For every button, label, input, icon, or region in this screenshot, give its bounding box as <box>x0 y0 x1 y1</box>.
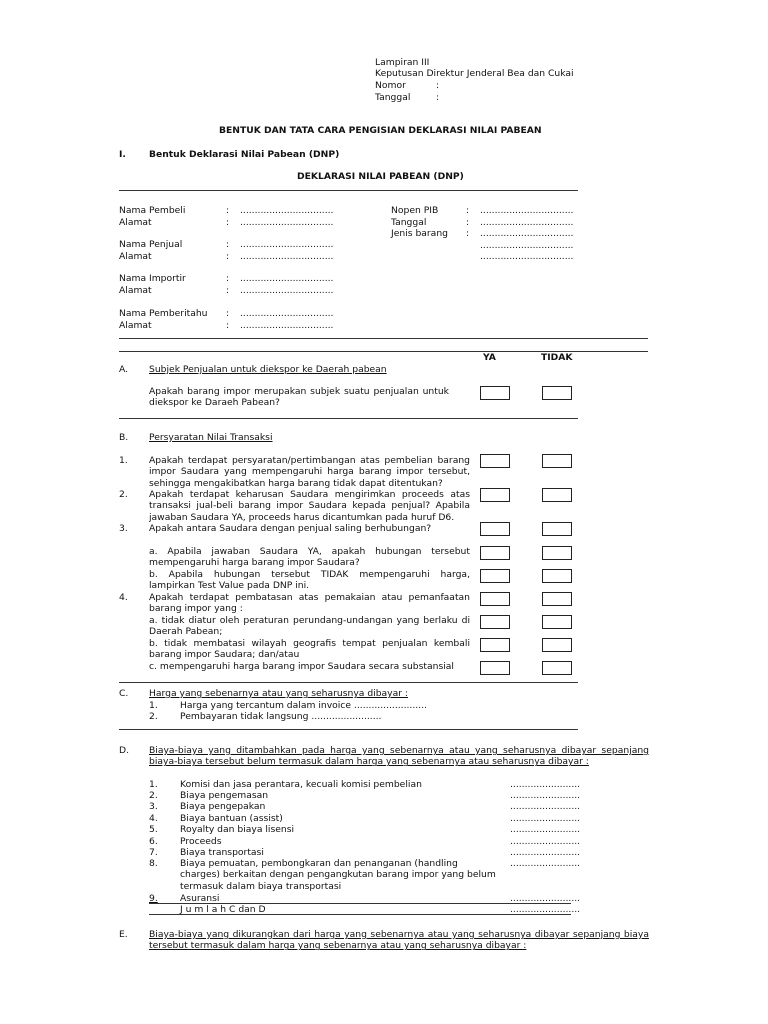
d-item-text: Komisi dan jasa perantara, kecuali komisi pembelian <box>180 779 422 790</box>
section-e-letter: E. <box>119 929 128 940</box>
b2-ya-checkbox[interactable] <box>480 488 510 502</box>
jenis-barang-field-3: ................................ <box>480 251 574 262</box>
d-item-number: 6. <box>149 836 158 847</box>
c-item-text: Harga yang tercantum dalam invoice ......................... <box>180 700 427 711</box>
tanggal-field-label: Tanggal <box>391 217 427 228</box>
b-q4-number: 4. <box>119 592 128 603</box>
d-total-value: ........................ <box>510 904 581 915</box>
b3a-ya-checkbox[interactable] <box>480 546 510 560</box>
document-title: BENTUK DAN TATA CARA PENGISIAN DEKLARASI NILAI PABEAN <box>219 125 542 136</box>
b-q1-number: 1. <box>119 455 128 466</box>
colon: : <box>466 228 470 239</box>
divider <box>119 190 578 191</box>
b1-tidak-checkbox[interactable] <box>542 454 572 468</box>
section-i-title: Bentuk Deklarasi Nilai Pabean (DNP) <box>149 149 340 160</box>
section-b-letter: B. <box>119 432 129 443</box>
b-q3-text: Apakah antara Saudara dengan penjual saling berhubungan? <box>149 523 432 534</box>
b-q4b-text: b. tidak membatasi wilayah geografis tempat penjualan kembali barang impor Saudara; dan/atau <box>149 638 470 661</box>
divider <box>149 914 571 915</box>
b3-ya-checkbox[interactable] <box>480 522 510 536</box>
nama-pembeli-label: Nama Pembeli <box>119 205 186 216</box>
nama-pemberitahu-field: ................................ <box>240 308 334 319</box>
colon: : <box>226 273 230 284</box>
colon: : <box>226 217 230 228</box>
b4b-tidak-checkbox[interactable] <box>542 638 572 652</box>
section-c-letter: C. <box>119 688 129 699</box>
divider <box>119 338 648 339</box>
section-a-title: Subjek Penjualan untuk diekspor ke Daerah pabean <box>149 364 387 375</box>
b3b-ya-checkbox[interactable] <box>480 569 510 583</box>
b3a-tidak-checkbox[interactable] <box>542 546 572 560</box>
c-item-number: 1. <box>149 700 158 711</box>
alamat-pemberitahu-label: Alamat <box>119 320 152 331</box>
b4a-tidak-checkbox[interactable] <box>542 615 572 629</box>
d-item-number: 8. <box>149 858 158 869</box>
section-b-title: Persyaratan Nilai Transaksi <box>149 432 273 443</box>
d-item-number: 5. <box>149 824 158 835</box>
nomor-colon: : <box>436 80 440 91</box>
d-item-value: ........................ <box>510 847 581 858</box>
d-item-value: ........................ <box>510 801 581 812</box>
d-total-label: J u m l a h C dan D <box>180 904 266 915</box>
tanggal-colon: : <box>436 92 440 103</box>
d-item-text: Biaya pengepakan <box>180 801 266 812</box>
colon: : <box>226 205 230 216</box>
form-title: DEKLARASI NILAI PABEAN (DNP) <box>297 171 464 182</box>
b-q3a-text: a. Apabila jawaban Saudara YA, apakah hubungan tersebut mempengaruhi harga barang impor Saudara? <box>149 546 470 569</box>
b-q4c-text: c. mempengaruhi harga barang impor Saudara secara substansial <box>149 661 454 672</box>
d-item-value: ........................ <box>510 893 581 904</box>
b1-ya-checkbox[interactable] <box>480 454 510 468</box>
b2-tidak-checkbox[interactable] <box>542 488 572 502</box>
nama-pembeli-field: ................................ <box>240 205 334 216</box>
d-item-number: 3. <box>149 801 158 812</box>
d-item-text: Royalty dan biaya lisensi <box>180 824 295 835</box>
col-tidak-header: TIDAK <box>541 352 573 363</box>
d-item-value: ........................ <box>510 790 581 801</box>
tanggal-field: ................................ <box>480 217 574 228</box>
colon: : <box>226 308 230 319</box>
d-item-value: ........................ <box>510 824 581 835</box>
alamat-importir-field: ................................ <box>240 285 334 296</box>
section-e-title: Biaya-biaya yang dikurangkan dari harga yang sebenarnya atau yang seharusnya dibayar sepanjang biaya tersebut termasuk dalam harga yang sebenarnya atau yang seharusnya dibayar : <box>149 929 649 952</box>
colon: : <box>226 251 230 262</box>
b4c-tidak-checkbox[interactable] <box>542 661 572 675</box>
alamat-importir-label: Alamat <box>119 285 152 296</box>
alamat-pemberitahu-field: ................................ <box>240 320 334 331</box>
lampiran-label: Lampiran III <box>375 57 430 68</box>
b-q3b-text: b. Apabila hubungan tersebut TIDAK mempengaruhi harga, lampirkan Test Value pada DNP ini. <box>149 569 470 592</box>
colon: : <box>226 285 230 296</box>
d-item-value: ........................ <box>510 779 581 790</box>
jenis-barang-label: Jenis barang <box>391 228 448 239</box>
colon: : <box>466 217 470 228</box>
nama-importir-label: Nama Importir <box>119 273 186 284</box>
d-item-text: Biaya bantuan (assist) <box>180 813 283 824</box>
nomor-label: Nomor <box>375 80 406 91</box>
colon: : <box>226 320 230 331</box>
b4a-ya-checkbox[interactable] <box>480 615 510 629</box>
jenis-barang-field: ................................ <box>480 228 574 239</box>
d-item-number: 2. <box>149 790 158 801</box>
nama-pemberitahu-label: Nama Pemberitahu <box>119 308 208 319</box>
section-a-question: Apakah barang impor merupakan subjek suatu penjualan untuk diekspor ke Daraeh Pabean? <box>149 386 449 409</box>
b-q3-number: 3. <box>119 523 128 534</box>
d-item-text: Biaya pemuatan, pembongkaran dan penanganan (handling charges) berkaitan dengan pengangkutan barang impor yang belum termasuk dalam biaya transportasi <box>180 858 496 892</box>
alamat-penjual-label: Alamat <box>119 251 152 262</box>
b-q2-text: Apakah terdapat keharusan Saudara mengirimkan proceeds atas transaksi jual-beli barang impor Saudara kepada penjual? Apabila jawaban Saudara YA, proceeds harus dicantumkan pada huruf D6. <box>149 489 470 523</box>
a-tidak-checkbox[interactable] <box>542 386 572 400</box>
b-q4a-text: a. tidak diatur oleh peraturan perundang-undangan yang berlaku di Daerah Pabean; <box>149 615 470 638</box>
section-d-title: Biaya-biaya yang ditambahkan pada harga yang sebenarnya atau yang seharusnya dibayar sepanjang biaya-biaya tersebut belum termasuk dalam harga yang sebenarnya atau seharusnya dibayar : <box>149 745 649 768</box>
b4-tidak-checkbox[interactable] <box>542 592 572 606</box>
section-d-letter: D. <box>119 745 129 756</box>
nama-importir-field: ................................ <box>240 273 334 284</box>
alamat-penjual-field: ................................ <box>240 251 334 262</box>
b-q2-number: 2. <box>119 489 128 500</box>
keputusan-label: Keputusan Direktur Jenderal Bea dan Cukai <box>375 68 574 79</box>
divider <box>119 729 578 730</box>
col-ya-header: YA <box>483 352 496 363</box>
b-q1-text: Apakah terdapat persyaratan/pertimbangan atas pembelian barang impor Saudara yang mempengaruhi harga barang impor tersebut, sehingga mengakibatkan harga barang tidak dapat ditentukan? <box>149 455 470 489</box>
nopen-pib-field: ................................ <box>480 205 574 216</box>
b3b-tidak-checkbox[interactable] <box>542 569 572 583</box>
tanggal-label: Tanggal <box>375 92 411 103</box>
d-item-number: 9. <box>149 893 158 904</box>
d-item-number: 4. <box>149 813 158 824</box>
alamat-pembeli-field: ................................ <box>240 217 334 228</box>
d-item-number: 7. <box>149 847 158 858</box>
c-item-number: 2. <box>149 711 158 722</box>
divider <box>119 682 578 683</box>
d-item-value: ........................ <box>510 813 581 824</box>
d-item-value: ........................ <box>510 858 581 869</box>
d-item-text: Proceeds <box>180 836 222 847</box>
b4c-ya-checkbox[interactable] <box>480 661 510 675</box>
b4b-ya-checkbox[interactable] <box>480 638 510 652</box>
divider <box>119 418 578 419</box>
colon: : <box>466 205 470 216</box>
b4-ya-checkbox[interactable] <box>480 592 510 606</box>
d-item-text: Biaya pengemasan <box>180 790 269 801</box>
nama-penjual-field: ................................ <box>240 239 334 250</box>
section-a-letter: A. <box>119 364 129 375</box>
d-item-number: 1. <box>149 779 158 790</box>
d-item-text: Biaya transportasi <box>180 847 264 858</box>
colon: : <box>226 239 230 250</box>
section-i-number: I. <box>119 149 126 160</box>
d-item-value: ........................ <box>510 836 581 847</box>
nama-penjual-label: Nama Penjual <box>119 239 183 250</box>
b-q4-text: Apakah terdapat pembatasan atas pemakaian atau pemanfaatan barang impor yang : <box>149 592 470 615</box>
b3-tidak-checkbox[interactable] <box>542 522 572 536</box>
c-item-text: Pembayaran tidak langsung ........................ <box>180 711 382 722</box>
section-c-title: Harga yang sebenarnya atau yang seharusnya dibayar : <box>149 688 409 699</box>
d-item-text: Asuransi <box>180 893 220 904</box>
nopen-pib-label: Nopen PIB <box>391 205 439 216</box>
jenis-barang-field-2: ................................ <box>480 240 574 251</box>
a-ya-checkbox[interactable] <box>480 386 510 400</box>
alamat-pembeli-label: Alamat <box>119 217 152 228</box>
